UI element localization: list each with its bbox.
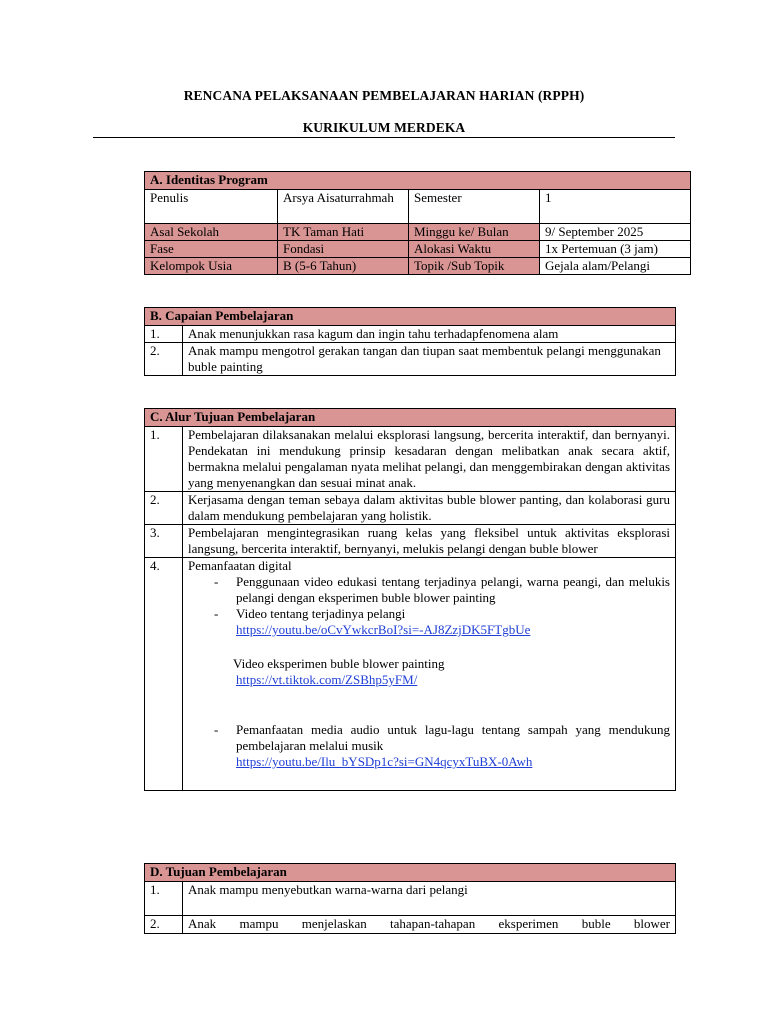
- fase-value: Fondasi: [278, 241, 409, 258]
- row-text: Pembelajaran mengintegrasikan ruang kelas yang fleksibel untuk aktivitas eksplorasi langsung, bercerita interaktif, bernyanyi, melukis pelangi dengan buble blower: [183, 525, 676, 558]
- alokasi-label: Alokasi Waktu: [409, 241, 540, 258]
- identitas-table: [144, 171, 691, 275]
- bullet-dash: -: [214, 574, 219, 589]
- table-row: [145, 427, 676, 492]
- video-link-pelangi[interactable]: https://youtu.be/oCvYwkcrBoI?si=-AJ8ZzjDK5FTgbUe: [236, 622, 531, 637]
- document-title: RENCANA PELAKSANAAN PEMBELAJARAN HARIAN (RPPH): [183, 88, 585, 103]
- table-row: [145, 492, 676, 525]
- tujuan-table: [144, 863, 676, 934]
- topik-value: Gejala alam/Pelangi: [540, 258, 691, 275]
- table-row: [145, 326, 676, 343]
- table-row: [145, 343, 676, 376]
- section-b-header: B. Capaian Pembelajaran: [145, 308, 676, 326]
- digital-text: Penggunaan video edukasi tentang terjadinya pelangi, warna peangi, dan melukis pelangi dengan eksperimen buble blower painting: [236, 574, 670, 605]
- video-link-tiktok[interactable]: https://vt.tiktok.com/ZSBhp5yFM/: [236, 672, 418, 687]
- digital-text: Pemanfaatan media audio untuk lagu-lagu tentang sampah yang mendukung pembelajaran melalui musik: [236, 722, 670, 753]
- row-number: 2.: [145, 916, 183, 934]
- bullet-dash: -: [214, 606, 219, 621]
- table-row: [145, 916, 676, 934]
- row-text: Anak mampu mengotrol gerakan tangan dan tiupan saat membentuk pelangi menggunakan buble painting: [183, 343, 676, 376]
- digital-point-2: [188, 606, 670, 638]
- row-text: Anak mampu menjelaskan tahapan-tahapan eksperimen buble blower: [183, 916, 676, 934]
- row-number: 1.: [145, 427, 183, 492]
- alokasi-value: 1x Pertemuan (3 jam): [540, 241, 691, 258]
- kelompok-usia-value: B (5-6 Tahun): [278, 258, 409, 275]
- row-number: 2.: [145, 343, 183, 376]
- penulis-label: Penulis: [145, 190, 278, 224]
- penulis-value: Arsya Aisaturrahmah: [278, 190, 409, 224]
- minggu-value: 9/ September 2025: [540, 224, 691, 241]
- row-number: 4.: [145, 558, 183, 791]
- asal-sekolah-value: TK Taman Hati: [278, 224, 409, 241]
- row-number: 3.: [145, 525, 183, 558]
- row-text: Anak menunjukkan rasa kagum dan ingin tahu terhadapfenomena alam: [183, 326, 676, 343]
- row-text: Kerjasama dengan teman sebaya dalam aktivitas buble blower panting, dan kolaborasi guru dalam mendukung pembelajaran yang holistik.: [183, 492, 676, 525]
- semester-value: 1: [540, 190, 691, 224]
- document-subtitle: KURIKULUM MERDEKA: [302, 120, 466, 135]
- digital-point-3: [188, 722, 670, 770]
- audio-link[interactable]: https://youtu.be/Ilu_bYSDp1c?si=GN4qcyxTuBX-0Awh: [236, 754, 533, 769]
- row-text: Pemanfaatan digital: [188, 558, 292, 573]
- title-divider: [93, 137, 675, 138]
- fase-label: Fase: [145, 241, 278, 258]
- minggu-label: Minggu ke/ Bulan: [409, 224, 540, 241]
- topik-label: Topik /Sub Topik: [409, 258, 540, 275]
- section-a-header: A. Identitas Program: [145, 172, 691, 190]
- section-c-header: C. Alur Tujuan Pembelajaran: [145, 409, 676, 427]
- bullet-dash: -: [214, 722, 219, 737]
- table-row: [145, 525, 676, 558]
- asal-sekolah-label: Asal Sekolah: [145, 224, 278, 241]
- kelompok-usia-label: Kelompok Usia: [145, 258, 278, 275]
- row-text: Anak mampu menyebutkan warna-warna dari pelangi: [183, 882, 676, 916]
- row-number: 2.: [145, 492, 183, 525]
- table-row: [145, 558, 676, 791]
- alur-table: [144, 408, 676, 791]
- digital-point-1: [188, 574, 670, 606]
- digital-text: Video tentang terjadinya pelangi: [236, 606, 406, 621]
- row-number: 1.: [145, 326, 183, 343]
- table-row: [145, 882, 676, 916]
- semester-label: Semester: [409, 190, 540, 224]
- digital-text: Video eksperimen buble blower painting: [233, 656, 445, 671]
- section-d-header: D. Tujuan Pembelajaran: [145, 864, 676, 882]
- capaian-table: [144, 307, 676, 376]
- row-number: 1.: [145, 882, 183, 916]
- row-text: Pembelajaran dilaksanakan melalui eksplorasi langsung, bercerita interaktif, dan bernyanyi. Pendekatan ini mendukung prinsip kesadaran dengan melibatkan anak secara aktif, bermakna melalui pengalaman nyata melihat pelangi, dan menggembirakan dengan aktivitas yang menyenangkan dan sesuai minat anak.: [183, 427, 676, 492]
- digital-cell: [183, 558, 676, 791]
